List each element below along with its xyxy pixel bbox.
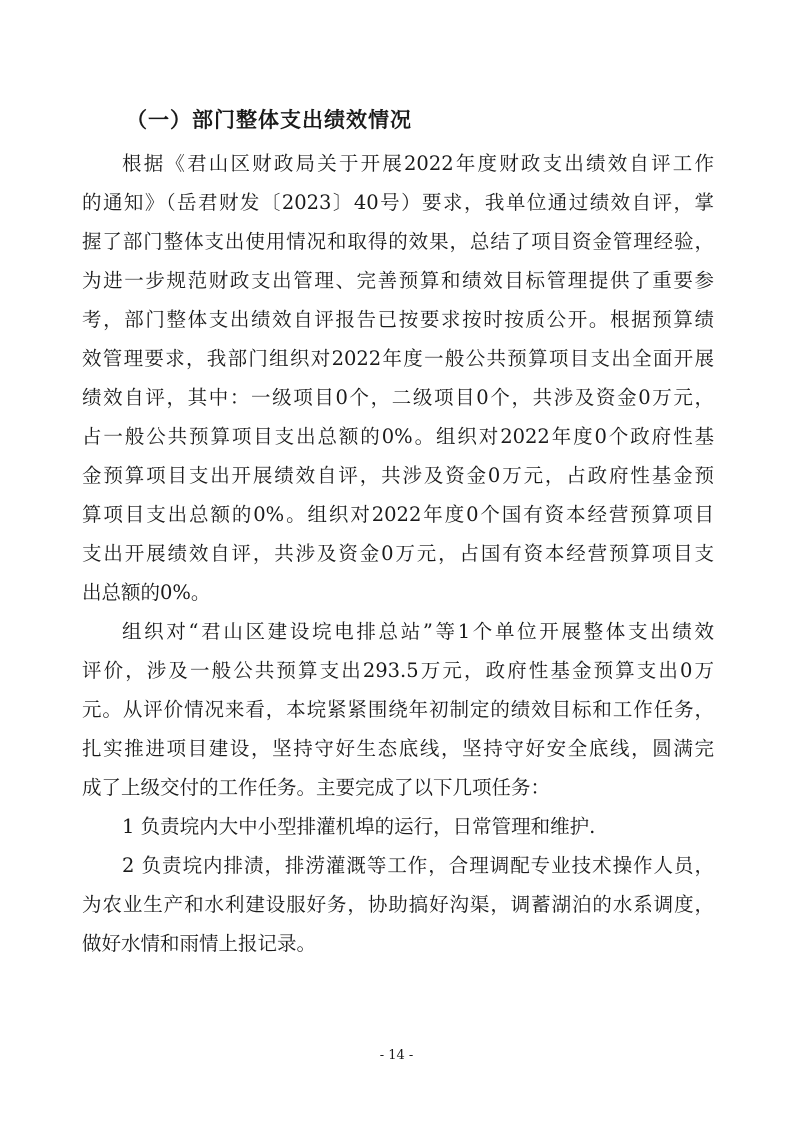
section-heading: （一）部门整体支出绩效情况: [126, 108, 412, 132]
text-line: 握了部门整体支出使用情况和取得的效果，总结了项目资金管理经验，: [82, 230, 714, 253]
document-body: [82, 144, 714, 963]
text-line: 组织对“君山区建设垸电排总站”等1个单位开展整体支出绩效: [122, 620, 714, 643]
text-line: 评价，涉及一般公共预算支出293.5万元，政府性基金预算支出0万: [82, 659, 714, 682]
text-line: 效管理要求，我部门组织对2022年度一般公共预算项目支出全面开展: [82, 347, 714, 370]
text-line: 1 负责垸内大中小型排灌机埠的运行，日常管理和维护.: [122, 815, 596, 838]
text-line: 绩效自评，其中：一级项目0个，二级项目0个，共涉及资金0万元，: [82, 386, 714, 409]
text-line: 算项目支出总额的0%。组织对2022年度0个国有资本经营预算项目: [82, 503, 714, 526]
text-line: 扎实推进项目建设，坚持守好生态底线，坚持守好安全底线，圆满完: [82, 737, 714, 760]
text-line: 考，部门整体支出绩效自评报告已按要求按时按质公开。根据预算绩: [82, 308, 714, 331]
paragraph: [82, 807, 714, 846]
text-line: 支出开展绩效自评，共涉及资金0万元，占国有资本经营预算项目支: [82, 542, 714, 565]
text-line: 做好水情和雨情上报记录。: [82, 932, 317, 955]
text-line: 2 负责垸内排渍，排涝灌溉等工作，合理调配专业技术操作人员，: [122, 854, 714, 877]
text-line: 元。从评价情况来看，本垸紧紧围绕年初制定的绩效目标和工作任务，: [82, 698, 714, 721]
text-line: 根据《君山区财政局关于开展2022年度财政支出绩效自评工作: [122, 152, 714, 175]
page-number: - 14 -: [379, 1048, 414, 1063]
text-line: 成了上级交付的工作任务。主要完成了以下几项任务：: [82, 776, 551, 799]
paragraph: [82, 846, 714, 963]
text-line: 的通知》（岳君财发〔2023〕40号）要求，我单位通过绩效自评，掌: [82, 191, 714, 214]
text-line: 金预算项目支出开展绩效自评，共涉及资金0万元，占政府性基金预: [82, 464, 714, 487]
text-line: 为农业生产和水利建设服好务，协助搞好沟渠，调蓄湖泊的水系调度，: [82, 893, 714, 916]
text-line: 占一般公共预算项目支出总额的0%。组织对2022年度0个政府性基: [82, 425, 714, 448]
text-line: 为进一步规范财政支出管理、完善预算和绩效目标管理提供了重要参: [82, 269, 714, 292]
text-line: 出总额的0%。: [82, 581, 211, 604]
paragraph: [82, 612, 714, 807]
paragraph: [82, 144, 714, 612]
